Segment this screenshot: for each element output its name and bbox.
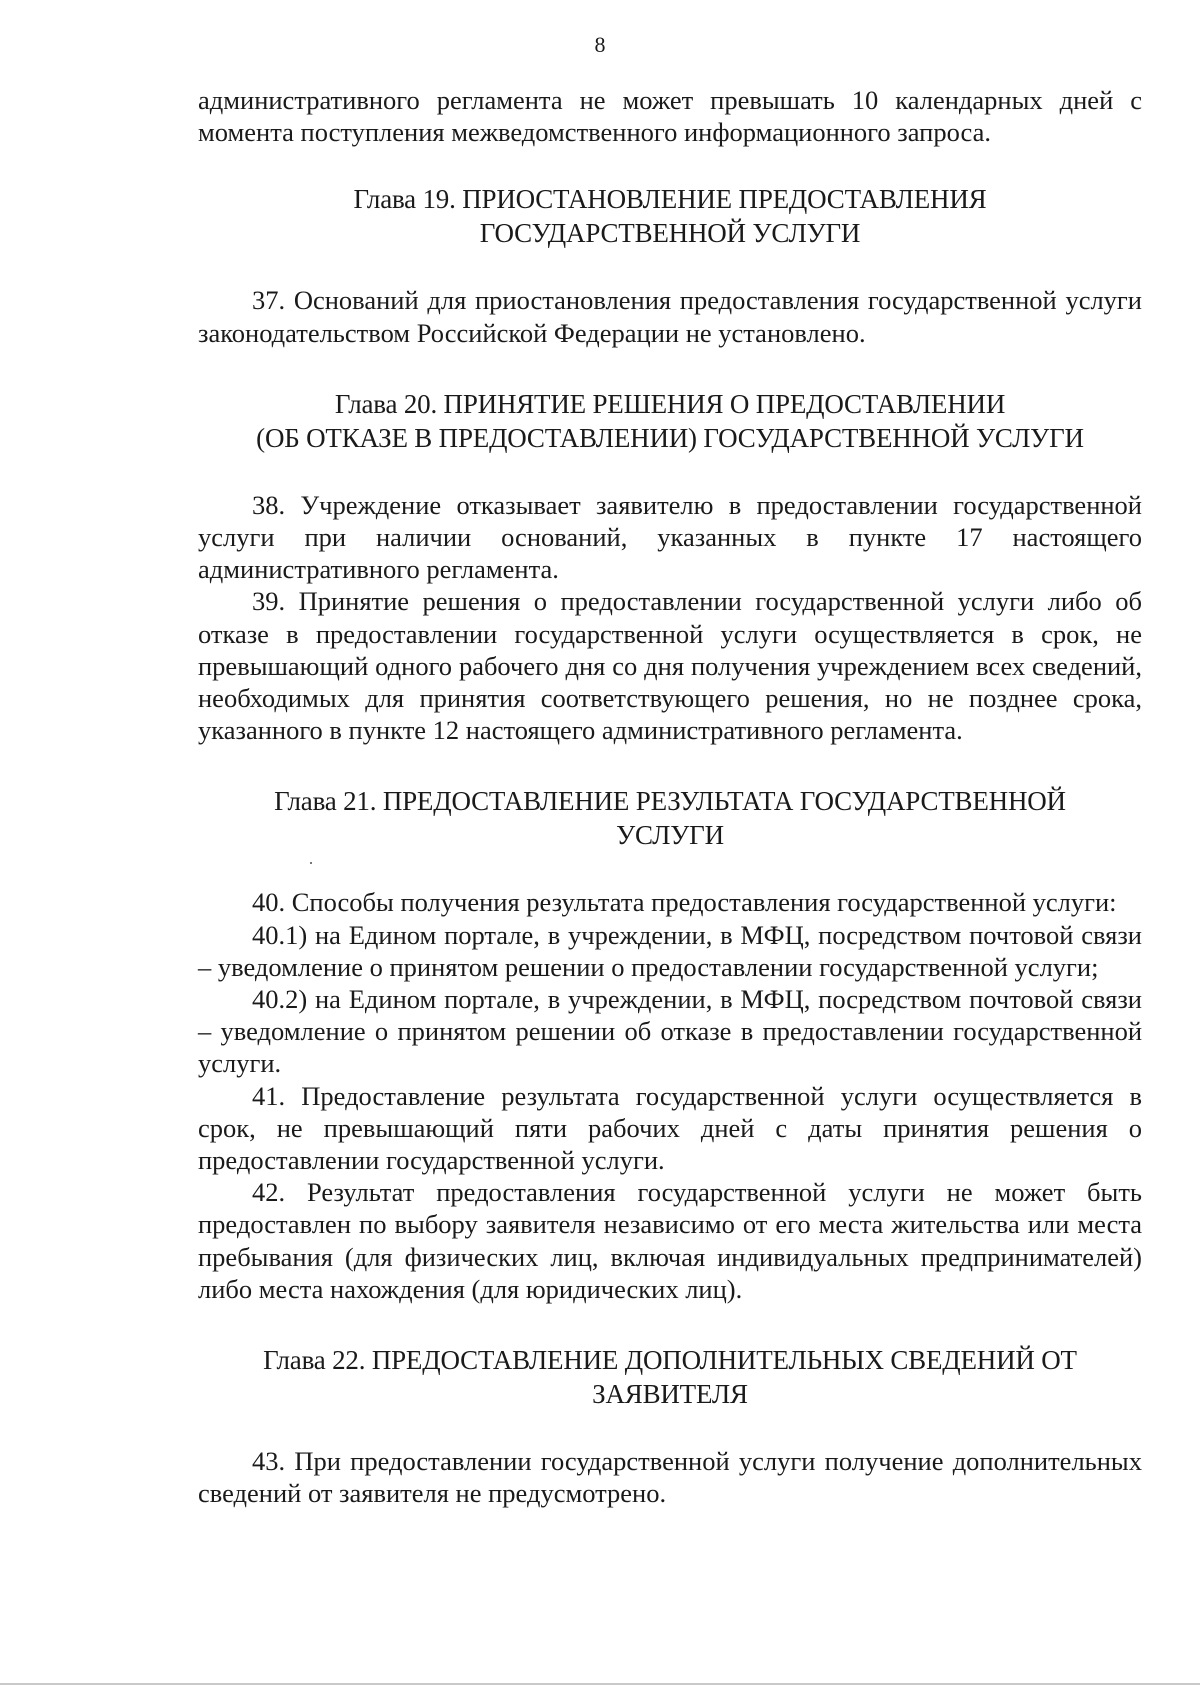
paragraph-37: 37. Оснований для приостановления предоставления государственной услуги законодательством Российской Федерации не установлено. (198, 285, 1142, 348)
chapter-21-heading-line1: Глава 21. ПРЕДОСТАВЛЕНИЕ РЕЗУЛЬТАТА ГОСУДАРСТВЕННОЙ (274, 786, 1066, 817)
chapter-20-heading-line2: (ОБ ОТКАЗЕ В ПРЕДОСТАВЛЕНИИ) ГОСУДАРСТВЕННОЙ УСЛУГИ (256, 422, 1084, 453)
chapter-21-heading (198, 784, 1142, 852)
paragraph-40: 40. Способы получения результата предоставления государственной услуги: (252, 887, 1117, 918)
page-number: 8 (594, 32, 606, 57)
chapter-20-heading (198, 387, 1142, 455)
chapter-20-heading-line1: Глава 20. ПРИНЯТИЕ РЕШЕНИЯ О ПРЕДОСТАВЛЕНИИ (334, 388, 1006, 419)
document-body (198, 84, 1142, 1509)
scan-bottom-edge (0, 1683, 1200, 1685)
chapter-19-heading-line2: ГОСУДАРСТВЕННОЙ УСЛУГИ (479, 218, 861, 249)
chapter-22-heading-line1: Глава 22. ПРЕДОСТАВЛЕНИЕ ДОПОЛНИТЕЛЬНЫХ СВЕДЕНИЙ ОТ (263, 1345, 1077, 1376)
paragraph-43: 43. При предоставлении государственной услуги получение дополнительных сведений от заявителя не предусмотрено. (198, 1446, 1142, 1509)
paragraph-38: 38. Учреждение отказывает заявителю в предоставлении государственной услуги при наличии оснований, указанных в пункте 17 настоящего административного регламента. (198, 489, 1142, 585)
paragraph-40-2: 40.2) на Едином портале, в учреждении, в МФЦ, посредством почтовой связи – уведомление о принятом решении об отказе в предоставлении государственной услуги. (198, 984, 1142, 1079)
chapter-22-heading-line2: ЗАЯВИТЕЛЯ (592, 1379, 748, 1410)
paragraph-39: 39. Принятие решения о предоставлении государственной услуги либо об отказе в предоставлении государственной услуги осуществляется в срок, не превышающий одного рабочего дня со дня получения учреждением всех сведений, необходимых для принятия соответствующего решения, но не позднее срока, указанного в пункте 12 настоящего административного регламента. (198, 586, 1142, 746)
chapter-19-heading (198, 182, 1142, 250)
chapter-19-heading-line1: Глава 19. ПРИОСТАНОВЛЕНИЕ ПРЕДОСТАВЛЕНИЯ (353, 184, 987, 215)
paragraph-40-1: 40.1) на Едином портале, в учреждении, в МФЦ, посредством почтовой связи – уведомление о принятом решении о предоставлении государственной услуги; (198, 919, 1142, 982)
paragraph-41: 41. Предоставление результата государственной услуги осуществляется в срок, не превышающий пяти рабочих дней с даты принятия решения о предоставлении государственной услуги. (198, 1080, 1142, 1176)
paragraph-42: 42. Результат предоставления государственной услуги не может быть предоставлен по выбору заявителя независимо от его места жительства или места пребывания (для физических лиц, включая индивидуальных предпринимателей) либо места нахождения (для юридических лиц). (198, 1177, 1142, 1304)
opening-paragraph: административного регламента не может превышать 10 календарных дней с момента поступления межведомственного информационного запроса. (198, 85, 1142, 148)
chapter-22-heading (198, 1343, 1142, 1411)
chapter-21-heading-line2: УСЛУГИ (616, 820, 724, 851)
scan-speck (310, 862, 312, 864)
